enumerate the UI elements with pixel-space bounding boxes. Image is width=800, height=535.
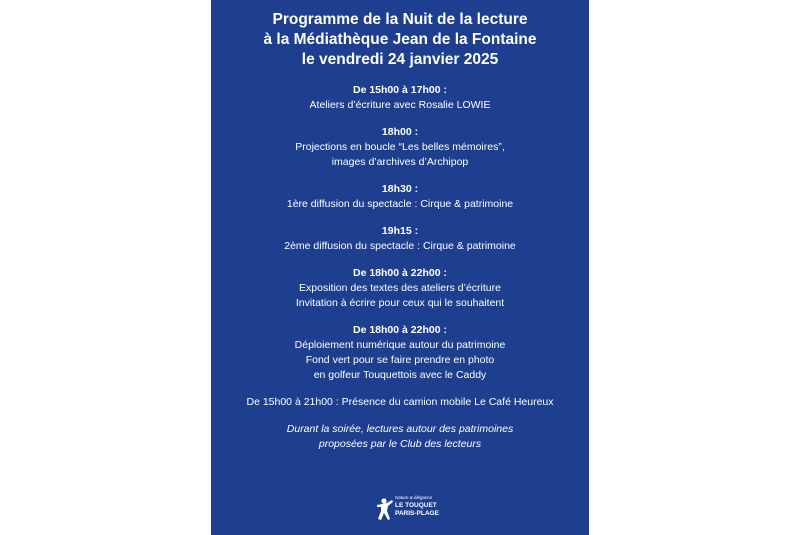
program-inline-item: De 15h00 à 21h00 : Présence du camion mobile Le Café Heureux bbox=[246, 396, 554, 408]
logo-name-line-2: PARIS-PLAGE bbox=[395, 510, 439, 517]
program-item-time: 18h30 : bbox=[381, 183, 419, 195]
program-item-line: Exposition des textes des ateliers d’écriture bbox=[299, 282, 501, 294]
golfer-silhouette-icon bbox=[373, 497, 395, 523]
program-item-line: en golfeur Touquettois avec le Caddy bbox=[313, 369, 487, 381]
le-touquet-logo bbox=[373, 493, 443, 525]
program-item-line: 1ère diffusion du spectacle : Cirque & patrimoine bbox=[286, 198, 514, 210]
program-item bbox=[211, 125, 589, 170]
program-item-line: 2ème diffusion du spectacle : Cirque & patrimoine bbox=[284, 240, 516, 252]
closing-line-2: proposées par le Club des lecteurs bbox=[318, 438, 482, 450]
event-poster bbox=[211, 0, 589, 535]
program-item bbox=[211, 182, 589, 212]
closing-line-1: Durant la soirée, lectures autour des patrimoines bbox=[286, 423, 514, 435]
program-item-time: De 18h00 à 22h00 : bbox=[353, 324, 447, 336]
program-item-line: Projections en boucle “Les belles mémoires”, bbox=[295, 141, 505, 153]
poster-title bbox=[211, 10, 589, 70]
program-item-line: images d’archives d’Archipop bbox=[331, 156, 469, 168]
program-item-time: 19h15 : bbox=[381, 225, 419, 237]
title-line-3: le vendredi 24 janvier 2025 bbox=[301, 51, 499, 68]
program-item-time: De 18h00 à 22h00 : bbox=[353, 267, 447, 279]
program-item-line: Déploiement numérique autour du patrimoine bbox=[294, 339, 506, 351]
title-line-2: à la Médiathèque Jean de la Fontaine bbox=[263, 31, 537, 48]
program-item-line: Fond vert pour se faire prendre en photo bbox=[305, 354, 495, 366]
program-item bbox=[211, 224, 589, 254]
title-line-1: Programme de la Nuit de la lecture bbox=[272, 11, 528, 28]
program-item-time: 18h00 : bbox=[381, 126, 419, 138]
program-item bbox=[211, 323, 589, 383]
logo-tagline: Nature & élégance bbox=[395, 495, 433, 500]
program-item bbox=[211, 266, 589, 311]
program-item bbox=[211, 83, 589, 113]
program-item-line: Ateliers d’écriture avec Rosalie LOWIE bbox=[309, 99, 491, 111]
closing-note bbox=[211, 422, 589, 452]
program-item-line: Invitation à écrire pour ceux qui le souhaitent bbox=[295, 297, 505, 309]
program-list bbox=[211, 83, 589, 452]
logo-name-line-1: LE TOUQUET bbox=[395, 502, 437, 509]
program-item-time: De 15h00 à 17h00 : bbox=[353, 84, 447, 96]
